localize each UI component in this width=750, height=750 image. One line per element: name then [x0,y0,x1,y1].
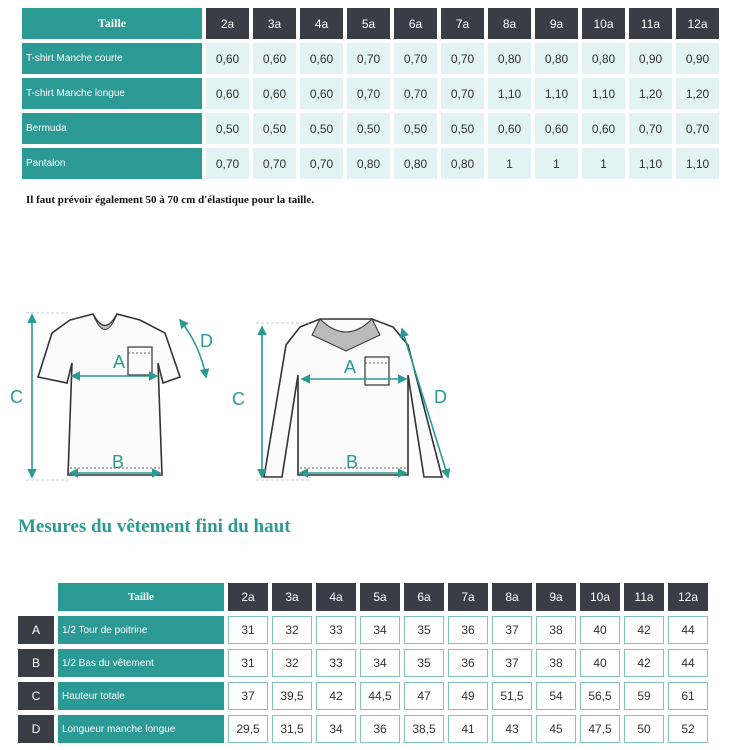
table-cell: 49 [448,682,488,710]
table-cell: 0,70 [676,113,719,144]
table-cell: 44 [668,616,708,644]
size-header: 9a [535,8,578,39]
table-cell: 0,60 [300,43,343,74]
size-header: 2a [228,583,268,611]
table-cell: 31 [228,649,268,677]
table-cell: 1,10 [535,78,578,109]
table-cell: 47,5 [580,715,620,743]
table-cell: 0,70 [441,78,484,109]
table-cell: 54 [536,682,576,710]
table-cell: 0,60 [582,113,625,144]
label-B: B [112,452,125,472]
table-cell: 41 [448,715,488,743]
row-label: 1/2 Bas du vêtement [58,649,224,677]
table-cell: 34 [360,649,400,677]
table-cell: 0,80 [582,43,625,74]
long-sleeve-tshirt-drawing [232,319,448,480]
row-label: Longueur manche longue [58,715,224,743]
elastic-note: Il faut prévoir également 50 à 70 cm d'élastique pour la taille. [26,194,315,206]
table-cell: 45 [536,715,576,743]
fabric-table-header [22,8,719,39]
table-cell: 50 [624,715,664,743]
table-cell: 0,90 [676,43,719,74]
size-header: 10a [580,583,620,611]
size-header: 4a [300,8,343,39]
table-cell: 0,50 [206,113,249,144]
table-cell: 0,60 [300,78,343,109]
table-cell: 0,60 [253,78,296,109]
measurement-table [18,583,708,748]
table-cell: 32 [272,649,312,677]
table-row [18,682,708,710]
table-cell: 31 [228,616,268,644]
table-cell: 0,60 [488,113,531,144]
size-header: 3a [272,583,312,611]
table-cell: 37 [492,616,532,644]
label-A: A [113,352,126,372]
label-A: A [344,357,357,377]
size-header: 7a [448,583,488,611]
table-cell: 0,50 [300,113,343,144]
row-letter: C [18,682,54,710]
size-header: 9a [536,583,576,611]
table-cell: 0,60 [206,78,249,109]
table-cell: 0,70 [629,113,672,144]
label-D: D [434,387,447,407]
label-C: C [232,389,245,409]
table-cell: 33 [316,616,356,644]
table-cell: 31,5 [272,715,312,743]
garment-drawings [10,305,470,495]
table-cell: 42 [316,682,356,710]
label-C: C [10,387,23,407]
size-header: 8a [492,583,532,611]
table-row [22,43,719,74]
table-cell: 0,80 [347,148,390,179]
table-cell: 0,70 [206,148,249,179]
row-label: T-shirt Manche courte [22,43,202,74]
table-cell: 52 [668,715,708,743]
table-cell: 56,5 [580,682,620,710]
table-cell: 0,90 [629,43,672,74]
measure-header-label: Taille [58,583,224,611]
table-cell: 0,70 [394,78,437,109]
fabric-table [22,8,719,183]
table-cell: 0,50 [394,113,437,144]
table-cell: 47 [404,682,444,710]
size-header: 8a [488,8,531,39]
table-cell: 32 [272,616,312,644]
table-cell: 1 [535,148,578,179]
table-row [18,649,708,677]
table-cell: 0,80 [394,148,437,179]
table-cell: 36 [360,715,400,743]
size-header: 12a [676,8,719,39]
row-label: Hauteur totale [58,682,224,710]
table-cell: 36 [448,649,488,677]
table-cell: 0,70 [441,43,484,74]
section-title: Mesures du vêtement fini du haut [18,516,291,537]
table-cell: 1 [488,148,531,179]
spacer [18,583,54,611]
size-header: 6a [394,8,437,39]
table-cell: 1,10 [488,78,531,109]
table-cell: 0,50 [441,113,484,144]
row-label: 1/2 Tour de poitrine [58,616,224,644]
table-row [22,113,719,144]
table-cell: 0,70 [253,148,296,179]
table-cell: 44 [668,649,708,677]
table-cell: 51,5 [492,682,532,710]
table-cell: 0,60 [206,43,249,74]
size-header: 10a [582,8,625,39]
table-cell: 0,80 [535,43,578,74]
row-label: Pantalon [22,148,202,179]
short-sleeve-tshirt-drawing [10,313,213,480]
label-B: B [346,452,359,472]
table-cell: 34 [316,715,356,743]
row-label: Bermuda [22,113,202,144]
size-header: 11a [629,8,672,39]
table-cell: 38,5 [404,715,444,743]
table-cell: 0,50 [253,113,296,144]
table-cell: 0,70 [394,43,437,74]
table-cell: 37 [228,682,268,710]
table-cell: 42 [624,616,664,644]
table-cell: 0,80 [488,43,531,74]
size-header: 6a [404,583,444,611]
table-row [22,78,719,109]
table-cell: 61 [668,682,708,710]
table-cell: 0,60 [535,113,578,144]
row-letter: D [18,715,54,743]
table-cell: 0,70 [347,78,390,109]
table-row [18,616,708,644]
table-cell: 1,10 [582,78,625,109]
table-cell: 0,80 [441,148,484,179]
table-cell: 1,10 [676,148,719,179]
table-cell: 35 [404,649,444,677]
row-letter: B [18,649,54,677]
table-cell: 42 [624,649,664,677]
measurement-table-header [18,583,708,611]
table-row [22,148,719,179]
size-header: 11a [624,583,664,611]
size-header: 5a [360,583,400,611]
table-cell: 33 [316,649,356,677]
table-cell: 1,20 [676,78,719,109]
size-header: 7a [441,8,484,39]
size-header: 4a [316,583,356,611]
table-cell: 38 [536,616,576,644]
table-cell: 43 [492,715,532,743]
row-label: T-shirt Manche longue [22,78,202,109]
table-cell: 0,70 [300,148,343,179]
table-cell: 1,20 [629,78,672,109]
table-cell: 35 [404,616,444,644]
table-cell: 0,50 [347,113,390,144]
table-cell: 36 [448,616,488,644]
table-cell: 0,70 [347,43,390,74]
table-cell: 1,10 [629,148,672,179]
row-letter: A [18,616,54,644]
table-cell: 40 [580,616,620,644]
size-header: 2a [206,8,249,39]
fabric-header-label: Taille [22,8,202,39]
table-cell: 40 [580,649,620,677]
size-header: 3a [253,8,296,39]
table-cell: 37 [492,649,532,677]
table-cell: 34 [360,616,400,644]
table-cell: 38 [536,649,576,677]
table-row [18,715,708,743]
table-cell: 44,5 [360,682,400,710]
table-cell: 0,60 [253,43,296,74]
label-D: D [200,331,213,351]
table-cell: 39,5 [272,682,312,710]
size-header: 12a [668,583,708,611]
table-cell: 1 [582,148,625,179]
table-cell: 59 [624,682,664,710]
table-cell: 29,5 [228,715,268,743]
size-header: 5a [347,8,390,39]
